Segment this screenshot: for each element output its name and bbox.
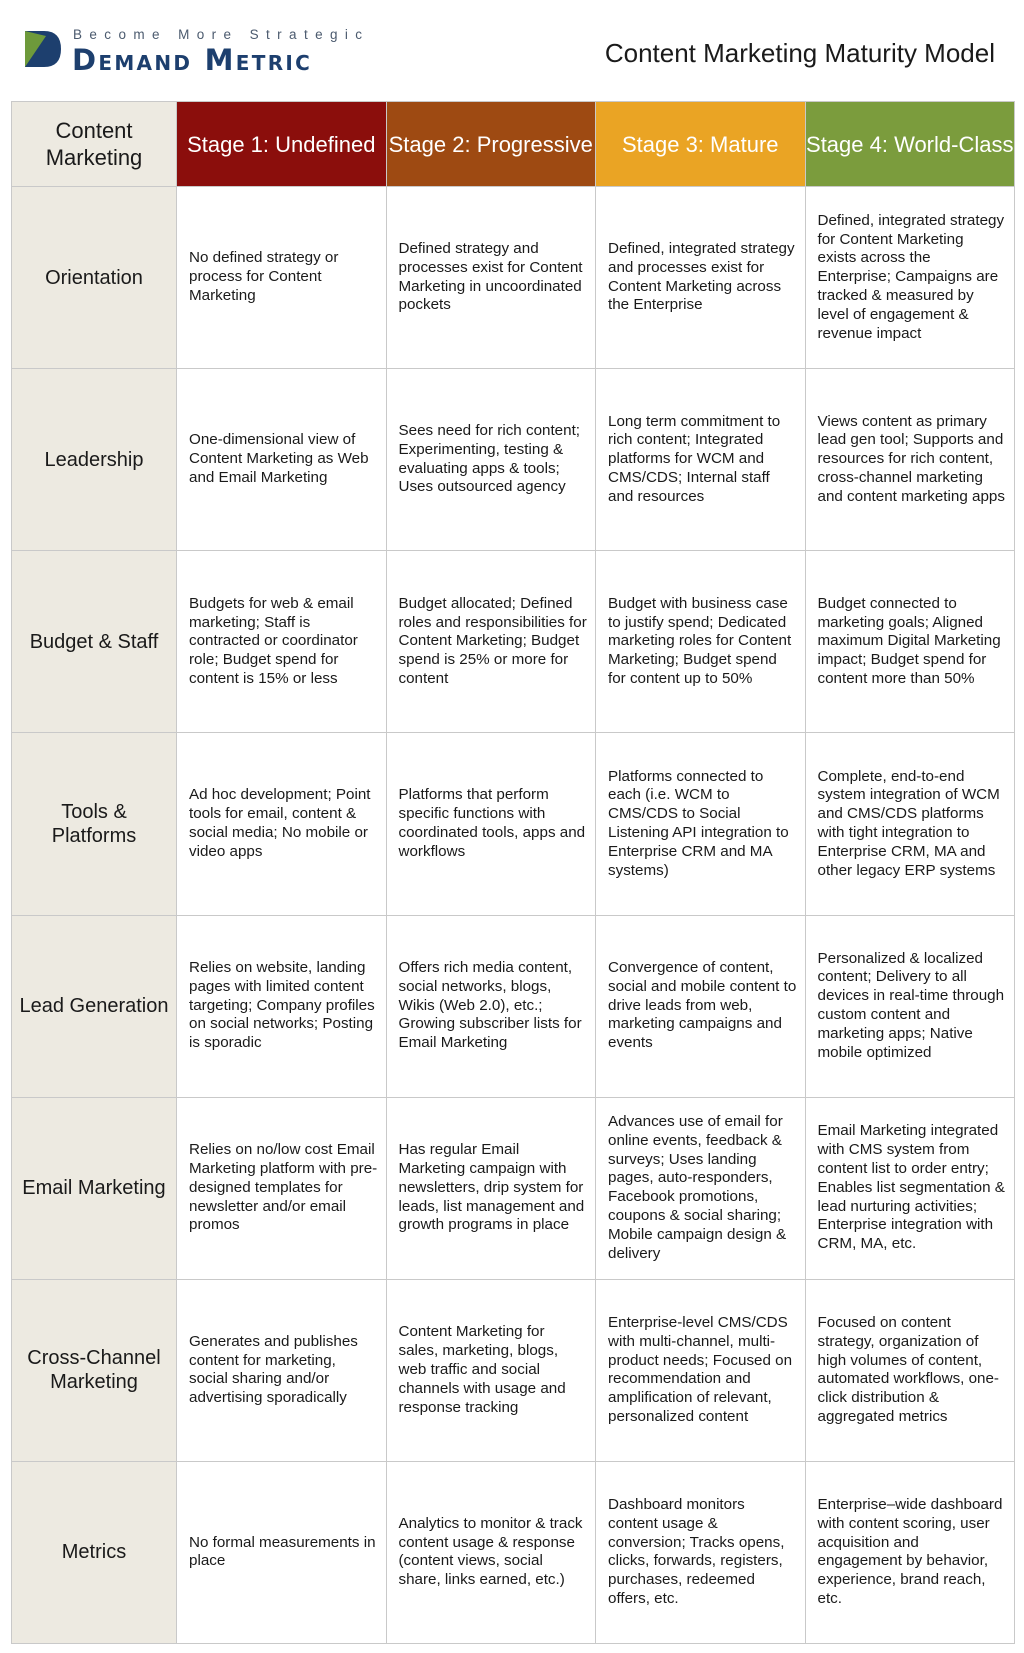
table-cell: Relies on website, landing pages with limited content targeting; Company profiles on social networks; Posting is sporadic [177, 915, 387, 1097]
table-cell: Platforms that perform specific functions with coordinated tools, apps and workflows [386, 733, 596, 915]
table-cell: Enterprise-level CMS/CDS with multi-channel, multi-product needs; Focused on recommendation and amplification of relevant, personalized content [596, 1279, 806, 1461]
table-cell: No defined strategy or process for Content Marketing [177, 187, 387, 369]
row-label-email-marketing: Email Marketing [12, 1097, 177, 1279]
table-cell: Offers rich media content, social networks, blogs, Wikis (Web 2.0), etc.; Growing subscriber lists for Email Marketing [386, 915, 596, 1097]
table-cell: Relies on no/low cost Email Marketing platform with pre-designed templates for newsletter and/or email promos [177, 1097, 387, 1279]
brand-name: Demand Metric [72, 43, 313, 77]
table-cell: Analytics to monitor & track content usage & response (content views, social share, links earned, etc.) [386, 1461, 596, 1643]
row-label-cross-channel-marketing: Cross-Channel Marketing [12, 1279, 177, 1461]
table-row [12, 187, 1015, 369]
maturity-model-table [11, 101, 1015, 1644]
table-cell: One-dimensional view of Content Marketing as Web and Email Marketing [177, 369, 387, 551]
brand-tagline: Become More Strategic [73, 27, 370, 42]
table-cell: Long term commitment to rich content; Integrated platforms for WCM and CMS/CDS; Internal staff and resources [596, 369, 806, 551]
table-cell: Platforms connected to each (i.e. WCM to CMS/CDS to Social Listening API integration to Enterprise CRM and MA systems) [596, 733, 806, 915]
table-cell: Defined, integrated strategy and processes exist for Content Marketing across the Enterprise [596, 187, 806, 369]
table-row [12, 733, 1015, 915]
table-cell: No formal measurements in place [177, 1461, 387, 1643]
table-cell: Email Marketing integrated with CMS system from content list to order entry; Enables list segmentation & lead nurturing activities; Enterprise integration with CRM, MA, etc. [805, 1097, 1015, 1279]
logo-mark-icon [22, 28, 64, 70]
table-cell: Sees need for rich content; Experimenting, testing & evaluating apps & tools; Uses outsourced agency [386, 369, 596, 551]
table-cell: Advances use of email for online events, feedback & surveys; Uses landing pages, auto-responders, Facebook promotions, coupons & social sharing; Mobile campaign design & delivery [596, 1097, 806, 1279]
table-cell: Generates and publishes content for marketing, social sharing and/or advertising sporadically [177, 1279, 387, 1461]
table-cell: Personalized & localized content; Delivery to all devices in real-time through custom content and marketing apps; Native mobile optimized [805, 915, 1015, 1097]
row-label-tools-platforms: Tools & Platforms [12, 733, 177, 915]
row-label-budget-staff: Budget & Staff [12, 551, 177, 733]
table-cell: Has regular Email Marketing campaign with newsletters, drip system for leads, list management and growth programs in place [386, 1097, 596, 1279]
table-cell: Complete, end-to-end system integration of WCM and CMS/CDS platforms with tight integration to Enterprise CRM, MA and other legacy ERP systems [805, 733, 1015, 915]
table-cell: Convergence of content, social and mobile content to drive leads from web, marketing campaigns and events [596, 915, 806, 1097]
table-row [12, 1097, 1015, 1279]
demand-metric-logo [22, 26, 402, 76]
table-row [12, 369, 1015, 551]
stage-header: Stage 3: Mature [596, 102, 806, 187]
table-cell: Defined, integrated strategy for Content Marketing exists across the Enterprise; Campaigns are tracked & measured by level of engagement & revenue impact [805, 187, 1015, 369]
table-cell: Views content as primary lead gen tool; Supports and resources for rich content, cross-channel marketing and content marketing apps [805, 369, 1015, 551]
table-cell: Budget connected to marketing goals; Aligned maximum Digital Marketing impact; Budget spend for content more than 50% [805, 551, 1015, 733]
table-cell: Enterprise–wide dashboard with content scoring, user acquisition and engagement by behavior, experience, brand reach, etc. [805, 1461, 1015, 1643]
stage-header: Stage 2: Progressive [386, 102, 596, 187]
page-header [0, 0, 1024, 100]
table-cell: Ad hoc development; Point tools for email, content & social media; No mobile or video apps [177, 733, 387, 915]
table-cell: Budget with business case to justify spend; Dedicated marketing roles for Content Marketing; Budget spend for content up to 50% [596, 551, 806, 733]
table-cell: Focused on content strategy, organization of high volumes of content, automated workflows, one-click distribution & aggregated metrics [805, 1279, 1015, 1461]
table-cell: Content Marketing for sales, marketing, blogs, web traffic and social channels with usage and response tracking [386, 1279, 596, 1461]
table-cell: Budgets for web & email marketing; Staff is contracted or coordinator role; Budget spend for content is 15% or less [177, 551, 387, 733]
row-label-metrics: Metrics [12, 1461, 177, 1643]
stage-header: Stage 4: World-Class [805, 102, 1015, 187]
document-title: Content Marketing Maturity Model [604, 38, 995, 68]
row-label-leadership: Leadership [12, 369, 177, 551]
table-row [12, 915, 1015, 1097]
table-cell: Defined strategy and processes exist for Content Marketing in uncoordinated pockets [386, 187, 596, 369]
table-row [12, 1461, 1015, 1643]
table-cell: Budget allocated; Defined roles and responsibilities for Content Marketing; Budget spend is 25% or more for content [386, 551, 596, 733]
stage-header: Stage 1: Undefined [177, 102, 387, 187]
row-label-orientation: Orientation [12, 187, 177, 369]
row-label-lead-generation: Lead Generation [12, 915, 177, 1097]
stage-header-row [12, 102, 1015, 187]
corner-header: Content Marketing [12, 102, 177, 187]
table-row [12, 1279, 1015, 1461]
table-cell: Dashboard monitors content usage & conversion; Tracks opens, clicks, forwards, registers, purchases, redeemed offers, etc. [596, 1461, 806, 1643]
table-row [12, 551, 1015, 733]
